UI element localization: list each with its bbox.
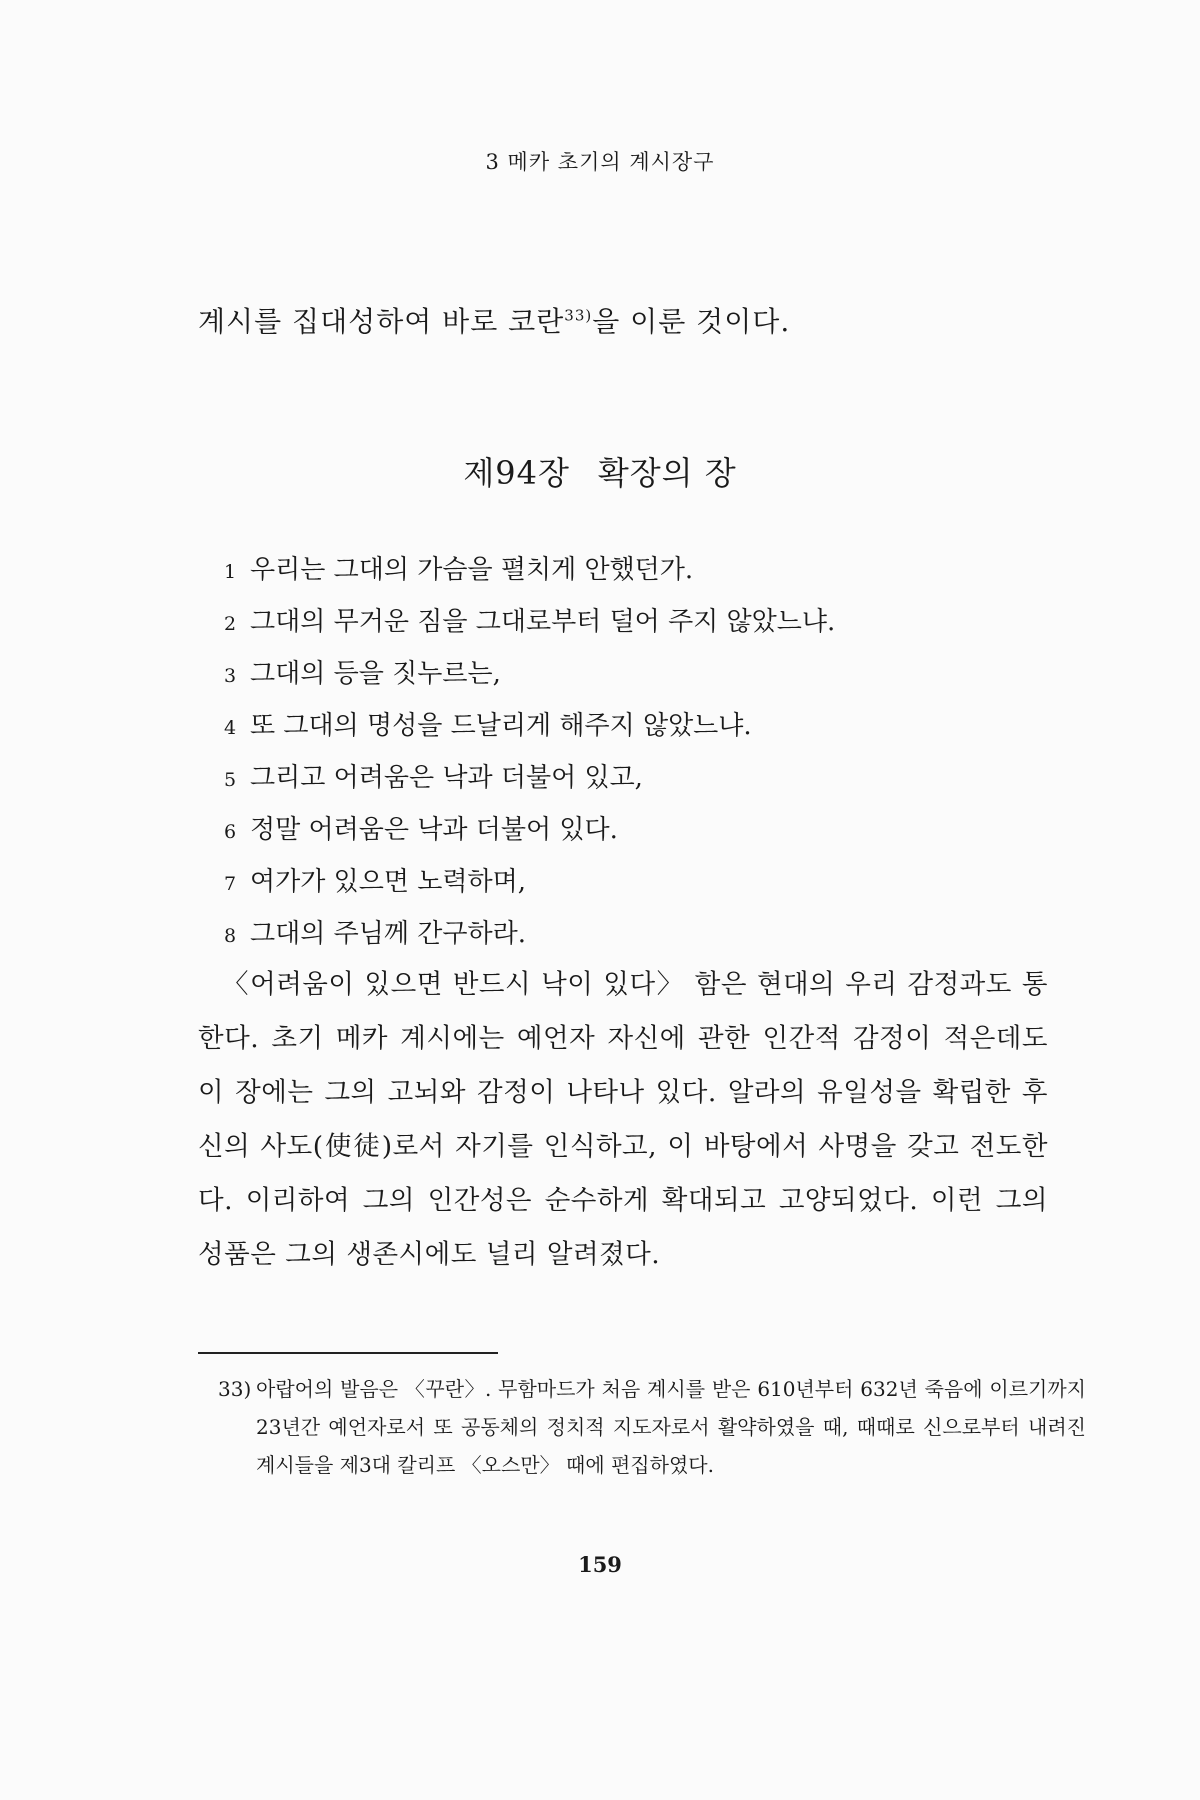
verse-list [224, 544, 835, 960]
verse-text: 또 그대의 명성을 드날리게 해주지 않았느냐. [250, 711, 752, 741]
verse-number: 8 [224, 925, 237, 947]
verse-line [224, 856, 835, 908]
verse-text: 그대의 주님께 간구하라. [250, 919, 526, 949]
verse-line [224, 700, 835, 752]
running-head: 3 메카 초기의 계시장구 [485, 150, 715, 174]
verse-number: 2 [224, 613, 237, 635]
footnote-marker: 33) [218, 1377, 252, 1401]
verse-line [224, 648, 835, 700]
verse-text: 그리고 어려움은 낙과 더불어 있고, [250, 763, 643, 793]
verse-line [224, 804, 835, 856]
verse-number: 7 [224, 873, 237, 895]
verse-number: 5 [224, 769, 237, 791]
verse-line [224, 544, 835, 596]
verse-line [224, 908, 835, 960]
verse-text: 정말 어려움은 낙과 더불어 있다. [250, 815, 618, 845]
continuation-text-after: 을 이룬 것이다. [592, 305, 791, 338]
verse-number: 6 [224, 821, 237, 843]
chapter-title [0, 448, 1200, 494]
footnote-reference[interactable]: 33) [564, 306, 593, 325]
verse-line [224, 596, 835, 648]
commentary-paragraph: 〈어려움이 있으면 반드시 낙이 있다〉 함은 현대의 우리 감정과도 통한다. 초기 메카 계시에는 예언자 자신에 관한 인간적 감정이 적은데도 이 장에는 그의 고뇌와 감정이 나타나 있다. 알라의 유일성을 확립한 후 신의 사도(使徒)로서 자기를 인식하고, 이 바탕에서 사명을 갖고 전도한다. 이리하여 그의 인간성은 순수하게 확대되고 고양되었다. 이런 그의 성품은 그의 생존시에도 널리 알려졌다. [198, 969, 1048, 1270]
verse-text: 그대의 무거운 짐을 그대로부터 덜어 주지 않았느냐. [250, 607, 836, 637]
verse-text: 그대의 등을 짓누르는, [250, 659, 501, 689]
continuation-paragraph [198, 300, 790, 340]
verse-line [224, 752, 835, 804]
verse-number: 1 [224, 561, 237, 583]
verse-text: 우리는 그대의 가슴을 펼치게 안했던가. [250, 555, 694, 585]
footnote [218, 1370, 1086, 1484]
chapter-name: 확장의 장 [597, 454, 737, 492]
footnote-text: 아랍어의 발음은 〈꾸란〉. 무함마드가 처음 계시를 받은 610년부터 632년 죽음에 이르기까지 23년간 예언자로서 또 공동체의 정치적 지도자로서 활약하였을 때, 때때로 신으로부터 내려진 계시들을 제3대 칼리프 〈오스만〉 때에 편집하였다. [256, 1377, 1086, 1477]
verse-text: 여가가 있으면 노력하며, [250, 867, 526, 897]
verse-number: 3 [224, 665, 237, 687]
page-number: 159 [578, 1552, 622, 1577]
chapter-number-label: 제94장 [463, 454, 570, 492]
footnote-divider [198, 1352, 498, 1354]
verse-number: 4 [224, 717, 237, 739]
continuation-text-before: 계시를 집대성하여 바로 코란 [198, 305, 565, 338]
